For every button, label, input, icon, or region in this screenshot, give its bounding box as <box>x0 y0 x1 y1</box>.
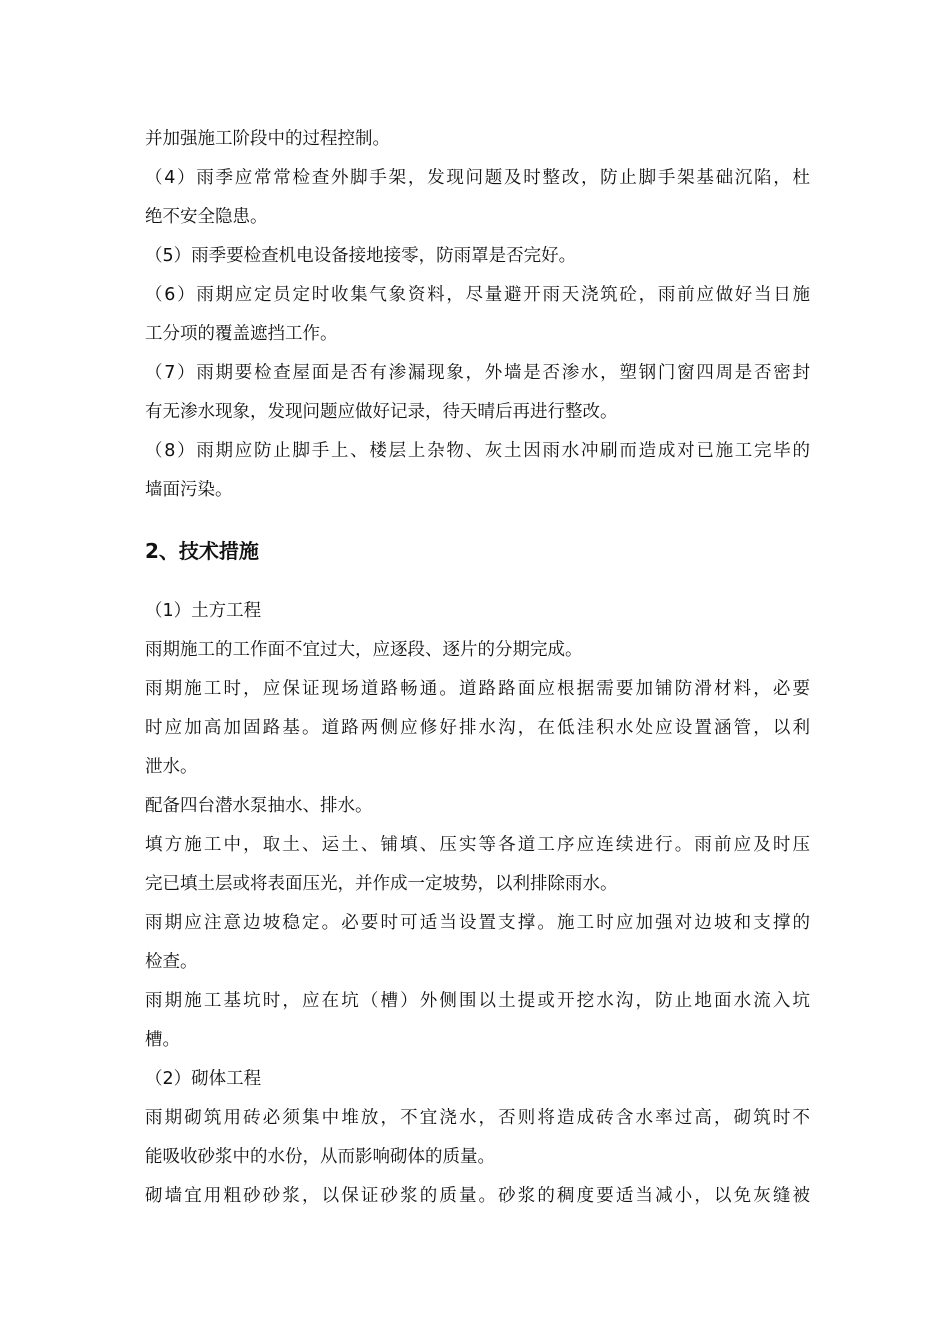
text-line: 砌墙宜用粗砂砂浆，以保证砂浆的质量。砂浆的稠度要适当减小，以免灰缝被 <box>145 1186 810 1206</box>
section-heading: 2、技术措施 <box>145 539 259 563</box>
text-line: 填方施工中，取土、运土、铺填、压实等各道工序应连续进行。雨前应及时压 <box>145 835 810 855</box>
section-technical-measures <box>145 592 810 1216</box>
text-line: 并加强施工阶段中的过程控制。 <box>145 129 390 149</box>
text-line: 墙面污染。 <box>145 480 233 500</box>
text-line: （5）雨季要检查机电设备接地接零，防雨罩是否完好。 <box>145 246 577 266</box>
text-line: 雨期施工时，应保证现场道路畅通。道路路面应根据需要加铺防滑材料，必要 <box>145 679 810 699</box>
text-line: （1）土方工程 <box>145 601 262 621</box>
text-line: （8）雨期应防止脚手上、楼层上杂物、灰土因雨水冲刷而造成对已施工完毕的 <box>145 441 810 461</box>
text-line: 雨期砌筑用砖必须集中堆放，不宜浇水，否则将造成砖含水率过高，砌筑时不 <box>145 1108 810 1128</box>
text-line: （7）雨期要检查屋面是否有渗漏现象，外墙是否渗水，塑钢门窗四周是否密封 <box>145 363 810 383</box>
section-general-measures <box>145 120 810 510</box>
text-line: 时应加高加固路基。道路两侧应修好排水沟，在低洼积水处应设置涵管，以利 <box>145 718 810 738</box>
text-line: 配备四台潜水泵抽水、排水。 <box>145 796 373 816</box>
text-line: 有无渗水现象，发现问题应做好记录，待天晴后再进行整改。 <box>145 402 618 422</box>
text-line: （2）砌体工程 <box>145 1069 262 1089</box>
text-line: 雨期施工基坑时，应在坑（槽）外侧围以土提或开挖水沟，防止地面水流入坑 <box>145 991 810 1011</box>
text-line: 泄水。 <box>145 757 198 777</box>
text-line: 绝不安全隐患。 <box>145 207 268 227</box>
text-line: 检查。 <box>145 952 198 972</box>
text-line: 工分项的覆盖遮挡工作。 <box>145 324 338 344</box>
text-line: （4）雨季应常常检查外脚手架，发现问题及时整改，防止脚手架基础沉陷，杜 <box>145 168 810 188</box>
document-body <box>145 120 810 1216</box>
text-line: 雨期施工的工作面不宜过大，应逐段、逐片的分期完成。 <box>145 640 583 660</box>
text-line: 雨期应注意边坡稳定。必要时可适当设置支撑。施工时应加强对边坡和支撑的 <box>145 913 810 933</box>
text-line: 槽。 <box>145 1030 180 1050</box>
text-line: 完已填土层或将表面压光，并作成一定坡势，以利排除雨水。 <box>145 874 618 894</box>
text-line: 能吸收砂浆中的水份，从而影响砌体的质量。 <box>145 1147 495 1167</box>
text-line: （6）雨期应定员定时收集气象资料，尽量避开雨天浇筑砼，雨前应做好当日施 <box>145 285 810 305</box>
